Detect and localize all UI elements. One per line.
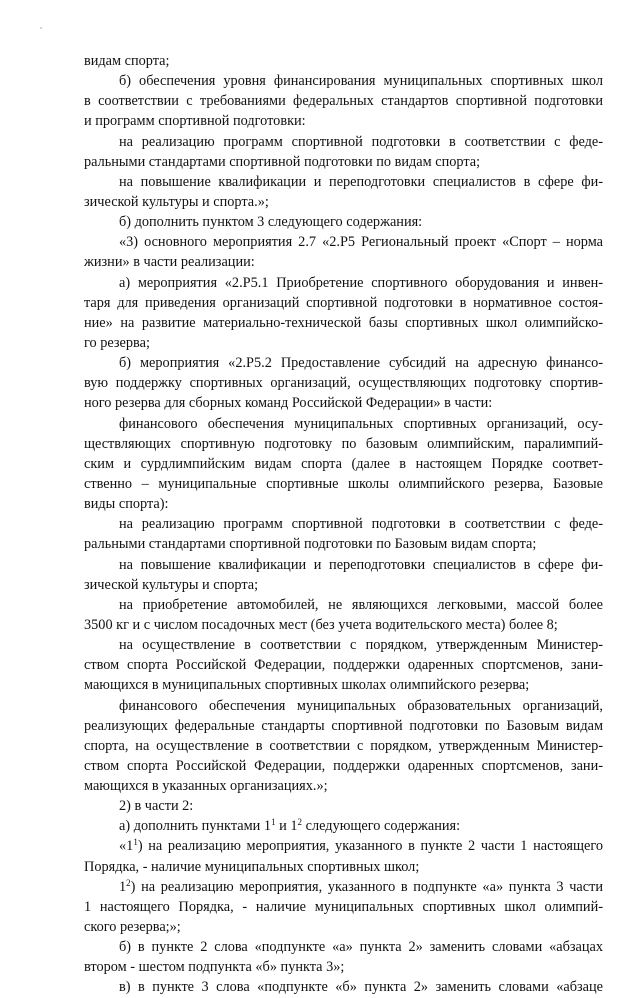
- text-line: «$1^1$) на реализацию мероприятия, указанного в пункте 2 части 1 настоящего: [119, 837, 604, 855]
- text-line: зической культуры и спорта;: [84, 576, 259, 593]
- text-line: финансового обеспечения муниципальных образовательных организаций,: [119, 697, 603, 714]
- text-line: на осуществление в соответствии с порядком, утвержденным Министер-: [119, 637, 603, 654]
- text-line: на реализацию программ спортивной подготовки в соответствии с феде-: [119, 133, 603, 150]
- text-line: ральными стандартами спортивной подготовки по Базовым видам спорта;: [84, 536, 537, 553]
- text-line: ние» на развитие материально-технической базы спортивных школ олимпийско-: [84, 314, 603, 331]
- text-line: ного резерва для сборных команд Российской Федерации» в части:: [84, 395, 493, 412]
- text-line: ского резерва;»;: [84, 919, 181, 936]
- text-line: ственно – муниципальные спортивные школы олимпийского резерва, Базовые: [84, 475, 603, 492]
- text-line: $1^2$) на реализацию мероприятия, указанного в подпункте «а» пункта 3 части: [119, 877, 604, 895]
- text-line: на повышение квалификации и переподготовки специалистов в сфере фи-: [119, 173, 603, 190]
- text-line: б) дополнить пунктом 3 следующего содержания:: [119, 214, 423, 231]
- text-line: а) мероприятия «2.Р5.1 Приобретение спортивного оборудования и инвен-: [119, 274, 603, 291]
- text-line: 2) в части 2:: [119, 798, 194, 815]
- text-line: ством спорта Российской Федерации, поддержки одаренных спортсменов, зани-: [84, 657, 603, 674]
- text-line: спорта, на осуществление в соответствии с порядком, утвержденным Министер-: [84, 737, 603, 754]
- text-line: в) в пункте 3 слова «подпункте «б» пункта 2» заменить словами «абзаце: [119, 979, 603, 996]
- text-line: го резерва;: [84, 334, 150, 351]
- text-line: видам спорта;: [84, 53, 170, 69]
- text-line: виды спорта):: [84, 496, 169, 513]
- text-line: ществляющих спортивную подготовку по базовым олимпийским, паралимпий-: [84, 435, 603, 452]
- text-line: мающихся в муниципальных спортивных школах олимпийского резерва;: [84, 677, 530, 694]
- scan-speck: [40, 27, 42, 29]
- text-line: «3) основного мероприятия 2.7 «2.Р5 Региональный проект «Спорт – норма: [119, 234, 603, 251]
- text-line: б) в пункте 2 слова «подпункте «а» пункта 2» заменить словами «абзацах: [119, 939, 603, 956]
- document-page: [84, 51, 603, 998]
- text-line: зической культуры и спорта.»;: [84, 193, 269, 210]
- text-line: на повышение квалификации и переподготовки специалистов в сфере фи-: [119, 556, 603, 573]
- text-line: втором - шестом подпункта «б» пункта 3»;: [84, 959, 345, 976]
- text-line: вую поддержку спортивных организаций, осуществляющих подготовку спортив-: [84, 375, 603, 392]
- text-line: мающихся в указанных организациях.»;: [84, 778, 328, 795]
- text-line: и программ спортивной подготовки:: [84, 113, 306, 130]
- text-line: в соответствии с требованиями федеральных стандартов спортивной подготовки: [84, 93, 603, 110]
- text-line: б) обеспечения уровня финансирования муниципальных спортивных школ: [119, 73, 603, 90]
- text-line: ским и сурдлимпийским видам спорта (далее в настоящем Порядке соответ-: [84, 455, 603, 472]
- text-line: б) мероприятия «2.Р5.2 Предоставление субсидий на адресную финансо-: [119, 355, 603, 372]
- text-line: реализующих федеральные стандарты спортивной подготовки по Базовым видам: [84, 717, 603, 734]
- text-line: на приобретение автомобилей, не являющихся легковыми, массой более: [119, 596, 603, 613]
- text-line: ством спорта Российской Федерации, поддержки одаренных спортсменов, зани-: [84, 757, 603, 774]
- text-line: а) дополнить пунктами $1^1$ и $1^2$ следующего содержания:: [119, 817, 461, 835]
- text-line: ральными стандартами спортивной подготовки по видам спорта;: [84, 153, 481, 170]
- text-line: 3500 кг и с числом посадочных мест (без учета водительского места) более 8;: [84, 616, 558, 633]
- text-line: Порядка, - наличие муниципальных спортивных школ;: [84, 858, 420, 875]
- text-line: жизни» в части реализации:: [84, 254, 255, 271]
- text-line: финансового обеспечения муниципальных спортивных организаций, осу-: [119, 415, 603, 432]
- text-line: на реализацию программ спортивной подготовки в соответствии с феде-: [119, 516, 603, 533]
- text-line: 1 настоящего Порядка, - наличие муниципальных спортивных школ олимпий-: [84, 898, 603, 915]
- text-line: таря для приведения организаций спортивной подготовки в нормативное состоя-: [84, 294, 603, 311]
